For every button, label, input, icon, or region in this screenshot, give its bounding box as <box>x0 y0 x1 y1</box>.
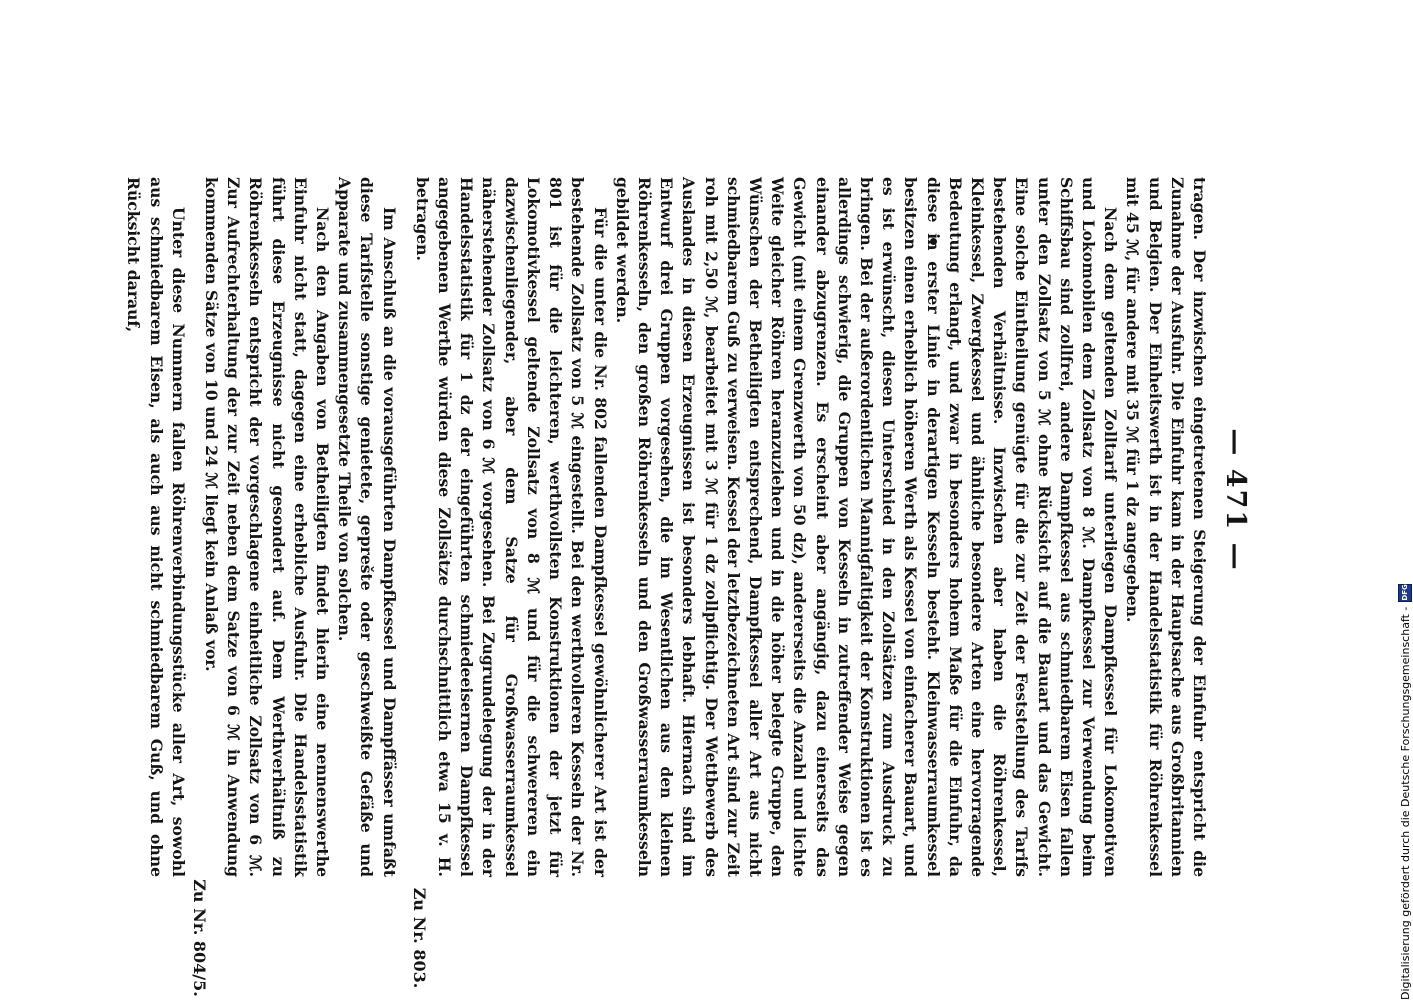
paragraph-einfuhr-statistik: tragen. Der inzwischen eingetretenen Steigerung der Einfuhr entspricht die Zunahme der Ausfuhr. Die Einfuhr kam in der Hauptsache aus Großbritannien und Belgien. Der Einheitswerth ist in der Handelsstatistik für Röhrenkessel mit 45 ℳ, für andere mit 35 ℳ für 1 dz angegeben. <box>1123 177 1209 877</box>
margin-ref-nr-804-5: Zu Nr. 804/5. <box>190 879 209 997</box>
margin-ref-nr-803: Zu Nr. 803. <box>410 887 429 989</box>
paragraph-zolltarif-dampfkessel: Nach dem geltenden Zolltarif unterliegen Dampfkessel für Lokomotiven und Lokomobilen dem Zollsatz von 8 ℳ. Dampfkessel zur Verwendung beim Schiffsbau sind zollfrei, andere Dampfkessel aus schmiedbarem Eisen fallen unter den Zollsatz von 5 ℳ ohne Rücksicht auf die Bauart und das Gewicht. Eine solche Eintheilung genügte für die zur Zeit der Feststellung des Tarifs bestehenden Verhältnisse. Inzwischen aber haben die Röhrenkessel, Kleinkessel, Zwergkessel und ähnliche besondere Arten eine hervorragende Bedeutung erlangt, und zwar in besonders hohem Maße für die Einfuhr, da diese in erster Linie in derartigen Kesseln besteht. Kleinwasserraumkessel besitzen einen erheblich höheren Werth als Kessel von einfacherer Bauart, und es ist erwünscht, diesen Unterschied in den Zollsätzen zum Ausdruck zu bringen. Bei der außerordentlichen Mannigfaltigkeit der Konstruktionen ist es allerdings schwierig, die Gruppen von Kesseln in zutreffender Weise gegen einander abzugrenzen. Es erscheint aber angängig, dazu einerseits das Gewicht (mit einem Grenzwerth von 50 dz), andererseits die Anzahl und lichte Weite gleicher Röhren heranzuziehen und in die höher belegte Gruppe, den Wünschen der Betheiligten entsprechend, Dampfkessel aller Art aus nicht schmiedbarem Guß zu verweisen. Kessel der letztbezeichneten Art sind zur Zeit roh mit 2,50 ℳ, bearbeitet mit 3 ℳ für 1 dz zollpflichtig. Der Wettbewerb des Auslandes in diesen Erzeugnissen ist besonders lebhaft. Hiernach sind im Entwurf drei Gruppen vorgesehen, die im Wesentlichen aus den kleinen Röhrenkesseln, den großen Röhrenkesseln und den Großwasserraumkesseln gebildet werden. <box>612 177 1121 877</box>
paragraph-nr-804-5: Unter diese Nummern fallen Röhrenverbindungsstücke aller Art, sowohl aus schmiedbarem Eisen, als auch aus nicht schmiedbarem Guß, und ohne Rücksicht darauf, <box>124 177 188 877</box>
paragraph-nr-803-einfuhr: Nach den Angaben von Betheiligten findet hierin eine nennenswerthe Einfuhr nicht statt, dagegen eine erhebliche Ausfuhr. Die Handelsstatistik führt diese Erzeugnisse nicht gesondert auf. Dem Werthverhältniß zu Röhrenkesseln entspricht der vorgeschlagene einheitliche Zollsatz von 6 ℳ. Zur Aufrechterhaltung der zur Zeit neben dem Satze von 6 ℳ in Anwendung kommenden Sätze von 10 und 24 ℳ liegt kein Anlaß vor. <box>202 177 333 877</box>
credit-text: Digitalisierung gefördert durch die Deutsche Forschungsgemeinschaft - <box>1398 606 1412 1000</box>
body-text <box>122 177 1210 877</box>
paragraph-nr-803-gefaesse: Im Anschluß an die vorausgeführten Dampfkessel und Dampffässer umfaßt diese Tarifstelle sonstige genietete, geprešte oder geschweißte Gefäße und Apparate und zusammengesetzte Theile von solchen. <box>335 177 399 877</box>
dfg-logo-icon: DFG <box>1398 584 1412 602</box>
paragraph-nr-802: Für die unter die Nr. 802 fallenden Dampfkessel gewöhnlicherer Art ist der bestehende Zollsatz von 5 ℳ eingestellt. Bei den werthvolleren Kesseln der Nr. 801 ist für die leichteren, werthvollsten Konstruktionen der jetzt für Lokomotivkessel geltende Zollsatz von 8 ℳ und für die schwereren ein dazwischenliegender, aber dem Satze für Großwasserraumkessel näherstehender Zollsatz von 6 ℳ vorgesehen. Bei Zugrundelegung der in der Handelsstatistik für 1 dz der eingeführten schmiedeeisernen Dampfkessel angegebenen Werthe würden diese Zollsätze durchschnittlich etwa 15 v. H. betragen. <box>412 177 610 877</box>
page-number: — 471 — <box>1220 428 1251 572</box>
digitization-credit <box>1397 25 1413 1000</box>
